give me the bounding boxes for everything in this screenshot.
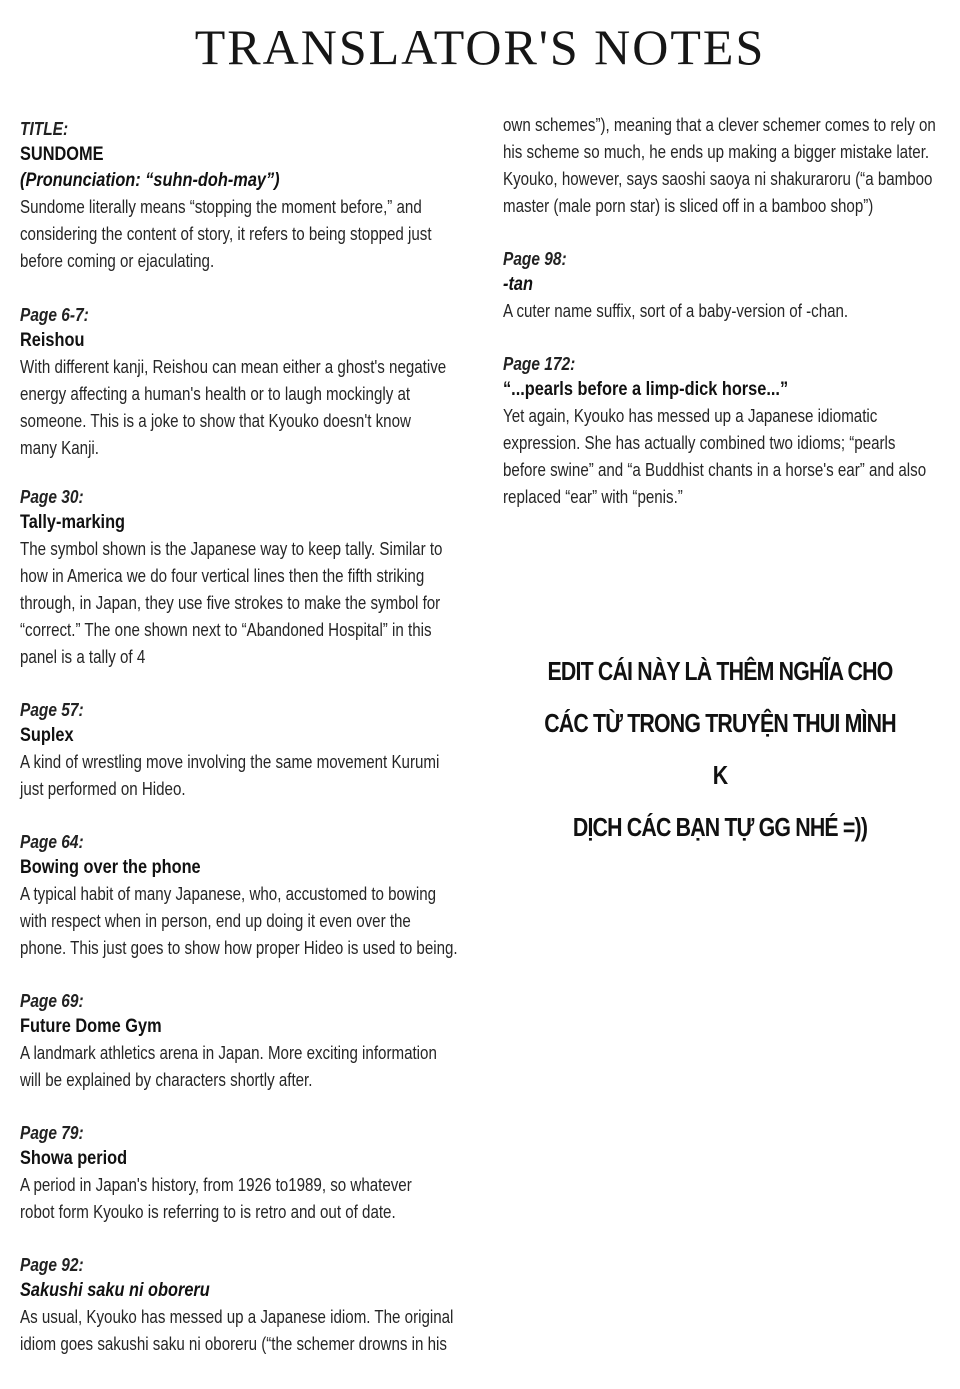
note-term: Showa period — [20, 1148, 128, 1169]
right-column — [503, 112, 953, 511]
note-line: just performed on Hideo. — [20, 779, 186, 799]
note-entry-page-172 — [503, 351, 953, 511]
note-line: A kind of wrestling move involving the same movement Kurumi — [20, 752, 440, 772]
note-line: many Kanji. — [20, 438, 99, 458]
note-line: Sundome literally means “stopping the moment before,” and — [20, 197, 422, 217]
page-ref: Page 64: — [20, 832, 84, 852]
editor-note — [544, 645, 897, 853]
note-entry-page-57 — [20, 697, 480, 803]
editor-note-line: DỊCH CÁC BẠN TỰ GG NHÉ =)) — [572, 812, 868, 842]
note-line: with respect when in person, end up doing it even over the — [20, 911, 411, 931]
editor-note-line: EDIT CÁI NÀY LÀ THÊM NGHĨA CHO — [547, 656, 893, 686]
note-line: through, in Japan, they use five strokes to make the symbol for — [20, 593, 441, 613]
note-term: SUNDOME — [20, 144, 104, 165]
page-ref: Page 6-7: — [20, 305, 89, 325]
note-body — [503, 298, 957, 325]
note-line: how in America we do four vertical lines then the fifth striking — [20, 566, 425, 586]
page-ref: TITLE: — [20, 119, 69, 139]
note-body — [20, 194, 474, 275]
note-line: master (male porn star) is sliced off in a bamboo shop”) — [503, 196, 874, 216]
page-ref: Page 69: — [20, 991, 84, 1011]
note-line: The symbol shown is the Japanese way to keep tally. Similar to — [20, 539, 443, 559]
page-title: TRANSLATOR'S NOTES — [194, 19, 766, 75]
note-body — [20, 1172, 474, 1226]
note-line: robot form Kyouko is referring to is retro and out of date. — [20, 1202, 396, 1222]
note-entry-page-30 — [20, 484, 480, 671]
note-line: “correct.” The one shown next to “Abandoned Hospital” in this — [20, 620, 432, 640]
note-term: “...pearls before a limp-dick horse...” — [503, 379, 789, 400]
note-line: phone. This just goes to show how proper Hideo is used to being. — [20, 938, 458, 958]
note-term: Bowing over the phone — [20, 857, 201, 878]
note-line: replaced “ear” with “penis.” — [503, 487, 683, 507]
page-ref: Page 57: — [20, 700, 84, 720]
note-line: panel is a tally of 4 — [20, 647, 146, 667]
note-body — [20, 1040, 474, 1094]
note-body — [20, 536, 474, 671]
note-term: Sakushi saku ni oboreru — [20, 1280, 210, 1301]
note-line: will be explained by characters shortly after. — [20, 1070, 313, 1090]
note-entry-page-79 — [20, 1120, 480, 1226]
note-entry-page-92-continued — [503, 112, 953, 220]
note-entry-page-92 — [20, 1252, 480, 1358]
note-body — [20, 881, 474, 962]
editor-note-line: CÁC TỪ TRONG TRUYỆN THUI MÌNH K — [544, 708, 896, 790]
note-line: expression. She has actually combined two idioms; “pearls — [503, 433, 896, 453]
note-line: With different kanji, Reishou can mean either a ghost's negative — [20, 357, 447, 377]
pronunciation: (Pronunciation: “suhn-doh-may”) — [20, 170, 280, 191]
note-term: -tan — [503, 274, 533, 295]
page-ref: Page 98: — [503, 249, 567, 269]
page-ref: Page 30: — [20, 487, 84, 507]
note-entry-page-98 — [503, 246, 953, 325]
note-body — [20, 354, 474, 462]
note-line: As usual, Kyouko has messed up a Japanese idiom. The original — [20, 1307, 454, 1327]
note-term: Future Dome Gym — [20, 1016, 162, 1037]
note-line: Kyouko, however, says saoshi saoya ni shakuraroru (“a bamboo — [503, 169, 933, 189]
page-ref: Page 172: — [503, 354, 576, 374]
note-line: A typical habit of many Japanese, who, accustomed to bowing — [20, 884, 437, 904]
note-body — [20, 1304, 474, 1358]
note-line: A cuter name suffix, sort of a baby-version of -chan. — [503, 301, 849, 321]
note-term: Suplex — [20, 725, 74, 746]
note-entry-page-69 — [20, 988, 480, 1094]
note-entry-page-64 — [20, 829, 480, 962]
note-body — [20, 749, 474, 803]
note-body — [503, 403, 957, 511]
page-ref: Page 79: — [20, 1123, 84, 1143]
note-line: Yet again, Kyouko has messed up a Japanese idiomatic — [503, 406, 878, 426]
note-line: idiom goes sakushi saku ni oboreru (“the schemer drowns in his — [20, 1334, 447, 1354]
note-line: someone. This is a joke to show that Kyouko doesn't know — [20, 411, 411, 431]
note-line: his scheme so much, he ends up making a bigger mistake later. — [503, 142, 930, 162]
left-column — [20, 116, 480, 1358]
note-line: considering the content of story, it refers to being stopped just — [20, 224, 432, 244]
note-term: Reishou — [20, 330, 85, 351]
note-term: Tally-marking — [20, 512, 126, 533]
page-ref: Page 92: — [20, 1255, 84, 1275]
note-entry-page-6-7 — [20, 302, 480, 462]
note-entry-title — [20, 116, 480, 275]
note-body — [503, 112, 957, 220]
note-line: before coming or ejaculating. — [20, 251, 215, 271]
note-line: energy affecting a human's health or to laugh mockingly at — [20, 384, 411, 404]
note-line: A landmark athletics arena in Japan. More exciting information — [20, 1043, 437, 1063]
note-line: own schemes”), meaning that a clever schemer comes to rely on — [503, 115, 936, 135]
note-line: A period in Japan's history, from 1926 to1989, so whatever — [20, 1175, 412, 1195]
note-line: before swine” and “a Buddhist chants in a horse's ear” and also — [503, 460, 927, 480]
